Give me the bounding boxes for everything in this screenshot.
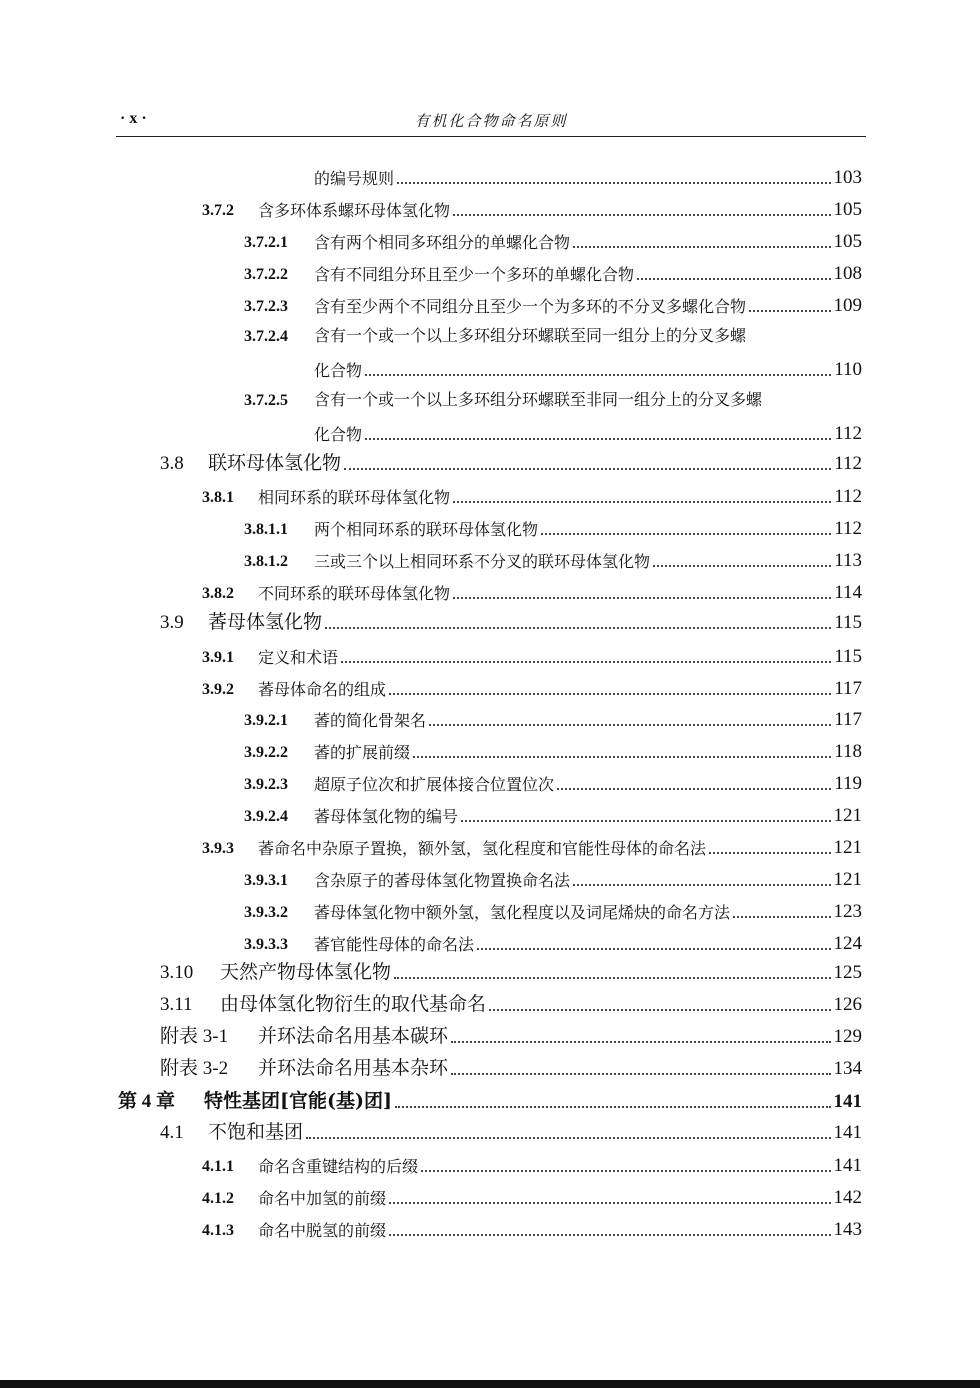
toc-entry-page: 134 <box>833 1058 862 1079</box>
toc-entry-number: 3.7.2.3 <box>244 298 288 315</box>
toc-entry-title: 天然产物母体氢化物 <box>220 961 392 983</box>
toc-entry[interactable] <box>244 774 862 793</box>
toc-entry-page: 112 <box>834 518 862 539</box>
toc-entry-title: 萫母体氢化物 <box>208 611 323 633</box>
dot-leader <box>653 565 831 567</box>
dot-leader <box>573 246 830 248</box>
toc-entry[interactable] <box>244 934 862 953</box>
toc-entry-number: 3.9.2.4 <box>244 808 288 825</box>
dot-leader <box>395 1106 831 1108</box>
toc-entry-number: 3.8.1.1 <box>244 521 288 538</box>
toc-entry[interactable] <box>202 583 862 602</box>
toc-entry-number: 3.9.2.3 <box>244 776 288 793</box>
toc-entry-page: 105 <box>833 199 862 220</box>
dot-leader <box>453 501 831 503</box>
toc-entry-number: 3.8.2 <box>202 585 234 602</box>
toc-entry-first-line[interactable] <box>244 328 746 345</box>
dot-leader <box>429 724 831 726</box>
toc-entry-page: 121 <box>833 869 862 890</box>
toc-entry-title: 两个相同环系的联环母体氢化物 <box>314 520 539 539</box>
toc-entry-page: 143 <box>833 1219 862 1240</box>
toc-entry[interactable] <box>244 296 862 315</box>
toc-entry-title: 联环母体氢化物 <box>208 452 342 474</box>
toc-entry-page: 119 <box>834 773 862 794</box>
toc-entry[interactable] <box>160 1123 862 1142</box>
toc-entry-number: 3.9 <box>160 612 184 633</box>
toc-entry-title: 萫母体氢化物中额外氢，氢化程度以及词尾烯炔的命名方法 <box>314 903 731 922</box>
toc-chapter-entry[interactable] <box>118 1092 862 1111</box>
toc-entry[interactable] <box>160 995 862 1014</box>
toc-entry-title: 命名中脱氢的前缀 <box>258 1221 387 1240</box>
dot-leader <box>341 661 831 663</box>
toc-entry-title: 相同环系的联环母体氢化物 <box>258 488 451 507</box>
toc-entry-number: 3.8.1.2 <box>244 553 288 570</box>
dot-leader <box>389 1234 830 1236</box>
toc-entry-page: 121 <box>833 805 862 826</box>
dot-leader <box>365 374 831 376</box>
dot-leader <box>365 438 831 440</box>
toc-entry[interactable] <box>160 963 862 982</box>
dot-leader <box>394 977 830 979</box>
dot-leader <box>453 214 830 216</box>
dot-leader <box>557 788 831 790</box>
toc-entry[interactable] <box>202 1156 862 1175</box>
toc-entry[interactable] <box>160 1027 862 1046</box>
toc-entry-title: 的编号规则 <box>314 169 395 188</box>
toc-entry-page: 123 <box>833 901 862 922</box>
page-number: · x · <box>120 110 147 127</box>
toc-entry-page: 124 <box>833 933 862 954</box>
toc-entry-page: 113 <box>834 550 862 571</box>
toc-entry-title: 萫母体氢化物的编号 <box>314 807 459 826</box>
toc-entry-title: 定义和术语 <box>258 648 339 667</box>
dot-leader <box>413 756 831 758</box>
toc-entry-page: 117 <box>834 709 862 730</box>
toc-entry[interactable] <box>244 264 862 283</box>
toc-entry-title: 并环法命名用基本杂环 <box>258 1057 449 1079</box>
dot-leader <box>489 1009 830 1011</box>
toc-entry-title: 萫命名中杂原子置换，额外氢，氢化程度和官能性母体的命名法 <box>258 839 707 858</box>
dot-leader <box>733 916 830 918</box>
toc-entry-title: 超原子位次和扩展体接合位置位次 <box>314 775 555 794</box>
toc-entry-number: 3.10 <box>160 962 194 983</box>
toc-entry-page: 103 <box>833 167 862 188</box>
toc-entry[interactable] <box>314 360 862 379</box>
toc-entry-title: 萫母体命名的组成 <box>258 680 387 699</box>
toc-entry-number: 3.7.2.1 <box>244 234 288 251</box>
dot-leader <box>397 182 830 184</box>
toc-entry-page: 105 <box>833 231 862 252</box>
toc-entry-number: 附表 3-1 <box>160 1026 229 1047</box>
toc-entry-page: 118 <box>834 741 862 762</box>
toc-entry-title: 不同环系的联环母体氢化物 <box>258 584 451 603</box>
toc-entry[interactable] <box>202 838 862 857</box>
toc-entry-page: 112 <box>834 453 862 474</box>
toc-entry-title: 并环法命名用基本碳环 <box>258 1025 449 1047</box>
dot-leader <box>421 1170 830 1172</box>
bottom-edge-bar <box>0 1380 980 1388</box>
toc-entry[interactable] <box>202 679 862 698</box>
toc-entry[interactable] <box>244 232 862 251</box>
toc-entry-title: 萫官能性母体的命名法 <box>314 935 475 954</box>
toc-entry[interactable] <box>244 710 862 729</box>
toc-entry-title: 萫的简化骨架名 <box>314 711 427 730</box>
toc-entry-page: 129 <box>833 1026 862 1047</box>
toc-entry-page: 112 <box>834 486 862 507</box>
toc-entry[interactable] <box>160 1059 862 1078</box>
toc-entry-number: 4.1.1 <box>202 1158 234 1175</box>
toc-entry-page: 141 <box>833 1155 862 1176</box>
toc-entry-page: 125 <box>833 962 862 983</box>
toc-entry-number: 3.7.2.2 <box>244 266 288 283</box>
toc-entry-first-line[interactable] <box>244 392 762 409</box>
toc-entry-page: 141 <box>833 1122 862 1143</box>
toc-entry[interactable] <box>202 487 862 506</box>
toc-entry-number: 4.1.2 <box>202 1190 234 1207</box>
dot-leader <box>389 693 831 695</box>
toc-entry-title: 含有不同组分环且至少一个多环的单螺化合物 <box>314 265 635 284</box>
toc-entry[interactable] <box>244 551 862 570</box>
toc-entry-title: 含有一个或一个以上多环组分环螺联至同一组分上的分叉多螺 <box>314 326 747 345</box>
toc-entry-page: 115 <box>834 612 862 633</box>
toc-entry-title-continued: 化合物 <box>314 425 363 444</box>
toc-entry[interactable] <box>244 742 862 761</box>
toc-entry-title: 不饱和基团 <box>208 1121 304 1143</box>
toc-entry-page: 109 <box>833 295 862 316</box>
toc-entry-number: 4.1.3 <box>202 1222 234 1239</box>
toc-entry-number: 3.9.3.1 <box>244 872 288 889</box>
dot-leader <box>451 1041 830 1043</box>
toc-entry-title: 萫的扩展前缀 <box>314 743 411 762</box>
toc-entry[interactable] <box>314 168 862 187</box>
dot-leader <box>709 852 830 854</box>
toc-entry-title-continued: 化合物 <box>314 361 363 380</box>
toc-entry-number: 3.11 <box>160 994 193 1015</box>
toc-entry[interactable] <box>160 454 862 473</box>
toc-entry-page: 115 <box>834 646 862 667</box>
toc-entry-title: 命名含重键结构的后缀 <box>258 1157 419 1176</box>
dot-leader <box>461 820 830 822</box>
dot-leader <box>749 310 830 312</box>
toc-entry[interactable] <box>202 1220 862 1239</box>
toc-entry-number: 3.9.1 <box>202 649 234 666</box>
toc-entry-title: 三或三个以上相同环系不分叉的联环母体氢化物 <box>314 552 651 571</box>
dot-leader <box>306 1137 830 1139</box>
toc-entry-number: 附表 3-2 <box>160 1058 229 1079</box>
toc-entry-number: 3.8 <box>160 453 184 474</box>
dot-leader <box>344 468 831 470</box>
toc-entry-page: 121 <box>833 837 862 858</box>
toc-entry-page: 117 <box>834 678 862 699</box>
toc-entry[interactable] <box>202 200 862 219</box>
toc-entry[interactable] <box>160 613 862 632</box>
toc-entry[interactable] <box>202 1188 862 1207</box>
toc-entry-title: 命名中加氢的前缀 <box>258 1189 387 1208</box>
dot-leader <box>453 597 831 599</box>
toc-entry-number: 3.8.1 <box>202 489 234 506</box>
toc-entry-number: 第 4 章 <box>118 1091 176 1112</box>
toc-entry-number: 4.1 <box>160 1122 184 1143</box>
toc-entry-number: 3.9.2 <box>202 681 234 698</box>
toc-entry-number: 3.9.2.2 <box>244 744 288 761</box>
toc-entry[interactable] <box>244 519 862 538</box>
dot-leader <box>541 533 831 535</box>
toc-entry-page: 114 <box>834 582 862 603</box>
toc-entry-number: 3.7.2 <box>202 202 234 219</box>
toc-entry-title: 含有一个或一个以上多环组分环螺联至非同一组分上的分叉多螺 <box>314 390 763 409</box>
toc-entry-number: 3.9.3.2 <box>244 904 288 921</box>
toc-entry-title: 含多环体系螺环母体氢化物 <box>258 201 451 220</box>
toc-entry-number: 3.7.2.4 <box>244 328 288 345</box>
toc-entry-title: 含有至少两个不同组分且至少一个为多环的不分叉多螺化合物 <box>314 297 747 316</box>
running-title: 有机化合物命名原则 <box>414 112 568 130</box>
dot-leader <box>451 1073 830 1075</box>
toc-entry-title: 由母体氢化物衍生的取代基命名 <box>220 993 487 1015</box>
dot-leader <box>389 1202 830 1204</box>
toc-entry-page: 142 <box>833 1187 862 1208</box>
toc-entry-title: 含杂原子的萫母体氢化物置换命名法 <box>314 871 571 890</box>
toc-entry-number: 3.9.2.1 <box>244 712 288 729</box>
toc-entry-number: 3.7.2.5 <box>244 392 288 409</box>
dot-leader <box>325 627 831 629</box>
dot-leader <box>637 278 830 280</box>
toc-entry-number: 3.9.3 <box>202 840 234 857</box>
dot-leader <box>477 948 830 950</box>
toc-entry-page: 110 <box>834 359 862 380</box>
toc-entry[interactable] <box>244 806 862 825</box>
page-header <box>116 108 866 137</box>
toc-entry-page: 112 <box>834 423 862 444</box>
dot-leader <box>573 884 830 886</box>
toc-entry-title: 特性基团[官能(基)团] <box>204 1090 392 1112</box>
toc-entry[interactable] <box>244 902 862 921</box>
toc-entry-page: 141 <box>833 1091 862 1112</box>
toc-entry[interactable] <box>244 870 862 889</box>
toc-entry-number: 3.9.3.3 <box>244 936 288 953</box>
toc-entry[interactable] <box>314 424 862 443</box>
toc-entry-page: 108 <box>833 263 862 284</box>
toc-entry-page: 126 <box>833 994 862 1015</box>
toc-entry[interactable] <box>202 647 862 666</box>
toc-entry-title: 含有两个相同多环组分的单螺化合物 <box>314 233 571 252</box>
